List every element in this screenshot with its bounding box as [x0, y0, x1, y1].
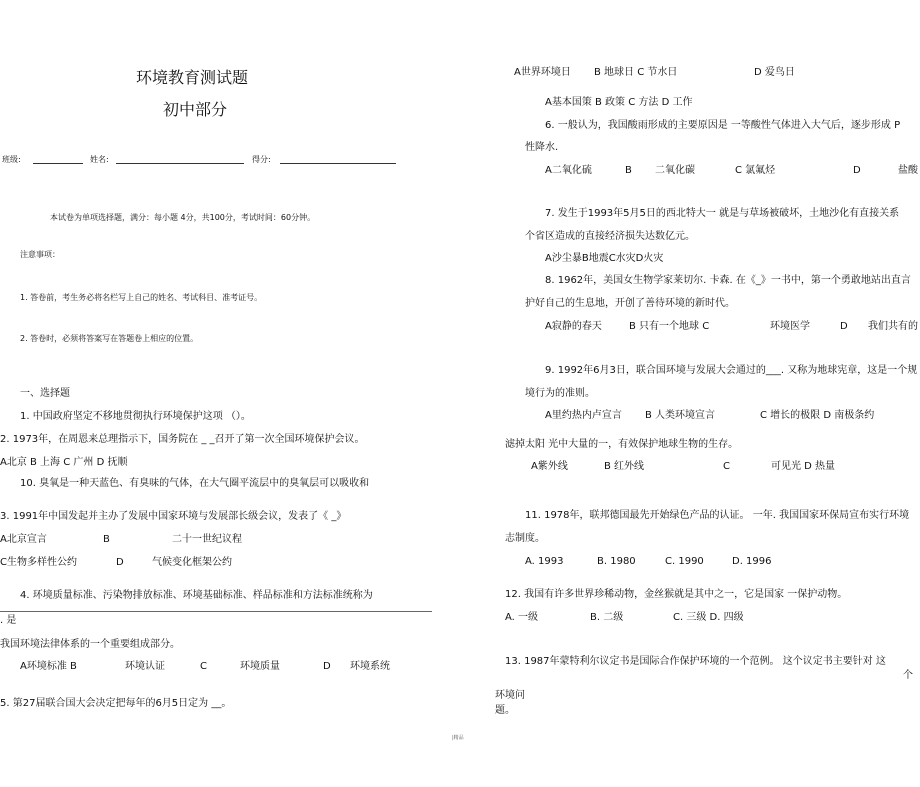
- question-10-option-cd: 可见光 D 热量: [771, 461, 836, 472]
- question-10-option-a: A紫外线: [531, 461, 568, 472]
- question-4-option-c-letter: C: [200, 661, 207, 672]
- divider-line: [0, 611, 432, 612]
- question-9-continued: 境行为的准则。: [525, 388, 595, 399]
- question-8-option-c: 环境医学: [770, 321, 810, 332]
- question-4-continued-2: 我国环境法律体系的一个重要组成部分。: [0, 639, 180, 650]
- exam-description: 本试卷为单项选择题，满分：每小题 4分，共100分，考试时间：60分钟。: [50, 213, 316, 222]
- question-6-option-b-letter: B: [625, 165, 632, 176]
- notice-item-2: 2. 答卷时，必须将答案写在答题卷上相应的位置。: [20, 334, 199, 343]
- question-13-char: 个: [903, 670, 913, 681]
- name-field[interactable]: [116, 163, 244, 164]
- question-8-option-d: 我们共有的: [868, 321, 918, 332]
- question-6-option-d: 盐酸: [898, 165, 918, 176]
- question-9-option-b: B 人类环境宣言: [645, 410, 716, 421]
- question-7-continued: 个省区造成的直接经济损失达数亿元。: [525, 231, 695, 242]
- question-8-option-d-letter: D: [840, 321, 848, 332]
- question-3-option-b: 二十一世纪议程: [172, 534, 242, 545]
- question-10-option-c-letter: C: [723, 461, 730, 472]
- question-13: 13. 1987年蒙特利尔议定书是国际合作保护环境的一个范例。 这个议定书主要针对 这: [505, 656, 886, 667]
- question-2-options: A北京 B 上海 C 广州 D 抚顺: [0, 457, 128, 468]
- question-5-option-bc: B 地球日 C 节水日: [594, 67, 678, 78]
- question-11-continued: 志制度。: [505, 533, 545, 544]
- page-subtitle: 初中部分: [163, 100, 228, 119]
- score-label: 得分:: [252, 155, 271, 164]
- question-13-continued: 环境问: [495, 690, 525, 701]
- question-12-option-cd: C. 三级 D. 四级: [673, 612, 744, 623]
- question-6: 6. 一般认为，我国酸雨形成的主要原因是 一等酸性气体进入大气后，逐步形成 P: [545, 120, 901, 131]
- question-4-option-d-letter: D: [323, 661, 331, 672]
- question-2: 2. 1973年，在周恩来总理指示下，国务院在 _ _召开了第一次全国环境保护会议。: [0, 434, 365, 445]
- question-4-option-a: A环境标准 B: [20, 661, 77, 672]
- page-footer-mark: |精品: [452, 735, 464, 741]
- question-12: 12. 我国有许多世界珍稀动物，金丝猴就是其中之一，它是国家 一保护动物。: [505, 589, 848, 600]
- question-12-option-b: B. 二级: [590, 612, 624, 623]
- question-5: 5. 第27届联合国大会决定把每年的6月5日定为 __。: [0, 698, 232, 709]
- question-8-continued: 护好自己的生息地，开创了善待环境的新时代。: [525, 298, 735, 309]
- question-11: 11. 1978年，联邦德国最先开始绿色产品的认证。 一年. 我国国家环保局宣布实行环境: [525, 510, 910, 521]
- question-4: 4. 环境质量标准、污染物排放标准、环境基础标准、样品标准和方法标准统称为: [20, 590, 373, 601]
- question-3-option-d: 气候变化框架公约: [152, 557, 232, 568]
- question-5-option-a: A世界环境日: [514, 67, 571, 78]
- page-title: 环境教育测试题: [136, 68, 249, 87]
- question-11-option-b: B. 1980: [597, 556, 636, 567]
- question-9: 9. 1992年6月3日，联合国环境与发展大会通过的___. 又称为地球宪章，这是一个规: [545, 365, 918, 376]
- notice-title: 注意事项：: [20, 250, 60, 259]
- question-3-option-d-letter: D: [116, 557, 124, 568]
- question-11-option-a: A. 1993: [525, 556, 564, 567]
- section-heading: 一、选择题: [20, 388, 70, 399]
- question-3-option-b-letter: B: [103, 534, 110, 545]
- question-10-option-b: B 红外线: [604, 461, 645, 472]
- question-4-continued: . 是: [0, 615, 17, 626]
- question-10: 10. 臭氧是一种天蓝色、有臭味的气体，在大气圈平流层中的臭氧层可以吸收和: [20, 478, 370, 489]
- question-11-option-c: C. 1990: [665, 556, 704, 567]
- question-8: 8. 1962年，美国女生物学家莱切尔. 卡森. 在《_》一书中，第一个勇敢地站出直言: [545, 275, 911, 286]
- score-field[interactable]: [280, 163, 396, 164]
- question-9-option-a: A里约热内卢宣言: [545, 410, 622, 421]
- name-label: 姓名:: [90, 155, 109, 164]
- notice-item-1: 1. 答卷前，考生务必将名栏写上自己的姓名、考试科目、准考证号。: [20, 293, 263, 302]
- question-8-option-bc: B 只有一个地球 C: [629, 321, 710, 332]
- question-3-option-a: A北京宣言: [0, 534, 47, 545]
- question-10-continued: 滤掉太阳 光中大量的一，有效保护地球生物的生存。: [505, 439, 739, 450]
- question-7: 7. 发生于1993年5月5日的西北特大一 就是与草场被破坏，土地沙化有直接关系: [545, 208, 900, 219]
- question-5-option-d: D 爱鸟日: [754, 67, 795, 78]
- question-11-option-d: D. 1996: [732, 556, 772, 567]
- question-6-option-a: A二氧化硫: [545, 165, 592, 176]
- question-13-continued-2: 题。: [495, 705, 515, 716]
- question-12-option-a: A. 一级: [505, 612, 539, 623]
- question-3-option-c: C生物多样性公约: [0, 557, 77, 568]
- question-4-option-c: 环境质量: [240, 661, 280, 672]
- question-7-options: A沙尘暴B地震C水灾D火灾: [545, 253, 664, 264]
- question-9-option-cd: C 增长的极限 D 南极条约: [760, 410, 875, 421]
- class-field[interactable]: [33, 163, 83, 164]
- question-3: 3. 1991年中国发起并主办了发展中国家环境与发展部长级会议，发表了《 _》: [0, 511, 347, 522]
- question-4-option-b: 环境认证: [125, 661, 165, 672]
- class-label: 班级:: [2, 155, 21, 164]
- question-6-option-c: C 氯氟烃: [735, 165, 776, 176]
- question-1-options: A基本国策 B 政策 C 方法 D 工作: [545, 97, 693, 108]
- question-1: 1. 中国政府坚定不移地贯彻执行环境保护这项 （）。: [20, 411, 251, 422]
- question-6-option-b: 二氧化碳: [655, 165, 695, 176]
- question-8-option-a: A寂静的春天: [545, 321, 602, 332]
- question-4-option-d: 环境系统: [350, 661, 390, 672]
- question-6-continued: 性降水.: [525, 142, 559, 153]
- question-6-option-d-letter: D: [853, 165, 861, 176]
